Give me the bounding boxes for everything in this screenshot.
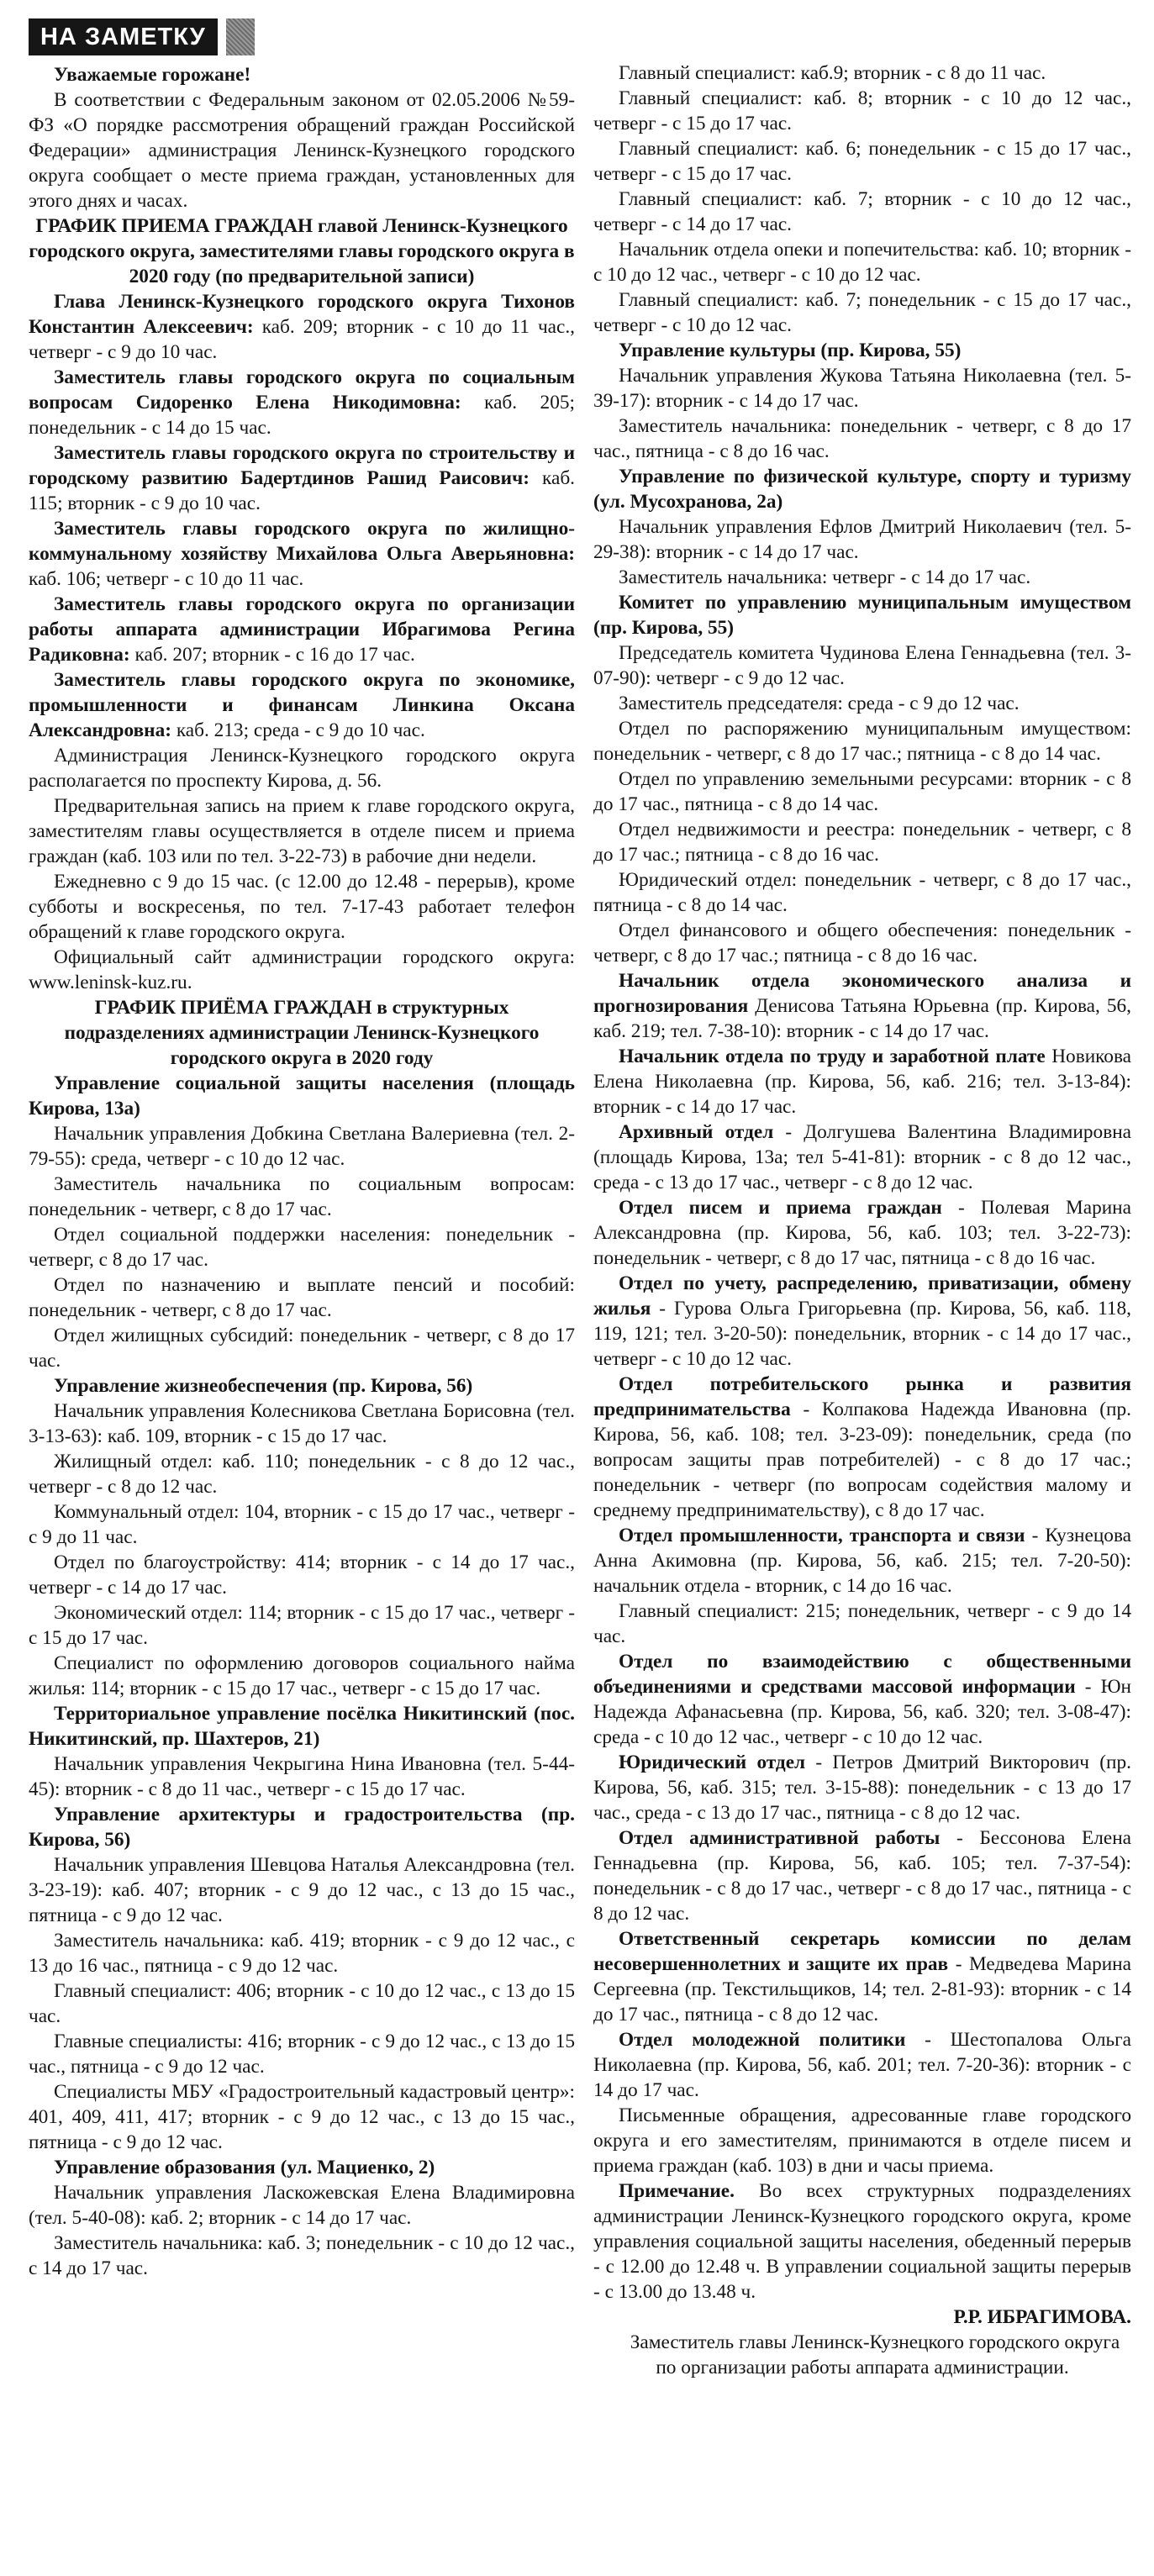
dept-line: Заместитель председателя: среда - с 9 до 12 час. — [619, 693, 1020, 714]
dept-line: Начальник отдела опеки и попечительства: каб. 10; вторник - с 10 до 12 час., четверг - с 10 до 12 час. — [593, 239, 1131, 286]
deputy-entry-utilities: Заместитель главы городского округа по жилищно-коммунальному хозяйству Михайлова Ольга Аверьяновна: каб. 106; четверг - с 10 до 11 час. — [29, 518, 575, 590]
prereg-paragraph: Предварительная запись на прием к главе городского округа, заместителям главы осуществляется в отделе писем и приема граждан (каб. 103 или по тел. 3-22-73) в рабочие дни недели. — [29, 795, 575, 867]
dept-line: Начальник управления Ласкожевская Елена Владимировна (тел. 5-40-08): каб. 2; вторник - с 14 до 17 час. — [29, 2182, 575, 2229]
entry-housing: Отдел по учету, распределению, приватизации, обмену жилья - Гурова Ольга Григорьевна (пр. Кирова, 56, каб. 118, 119, 121; тел. 3-20-50): понедельник, вторник - с 14 до 17 час., четверг - с 10 до 12 час. — [593, 1272, 1131, 1370]
website-paragraph: Официальный сайт администрации городского округа: www.leninsk-kuz.ru. — [29, 946, 575, 993]
entry-consumer-market: Отдел потребительского рынка и развития предпринимательства - Колпакова Надежда Ивановна (пр. Кирова, 56, каб. 108; тел. 3-23-09): понедельник, среда (по вопросам защиты прав потребителей) - с 8 до 17 час.; понедельник - четверг (по вопросам содействия малому и среднему предпринимательству), с 8 до 17 час. — [593, 1373, 1131, 1521]
dept-line: Начальник управления Ефлов Дмитрий Николаевич (тел. 5-29-38): вторник - с 14 до 17 час. — [593, 516, 1131, 563]
dept-line: Отдел жилищных субсидий: понедельник - четверг, с 8 до 17 час. — [29, 1325, 575, 1372]
dept-title-property: Комитет по управлению муниципальным имуществом (пр. Кирова, 55) — [593, 592, 1131, 639]
dept-line: Начальник управления Чекрыгина Нина Ивановна (тел. 5-44-45): вторник - с 8 до 11 час., четверг - с 15 до 17 час. — [29, 1753, 575, 1800]
dept-title-nikitinsky: Территориальное управление посёлка Никитинский (пос. Никитинский, пр. Шахтеров, 21) — [29, 1703, 575, 1750]
dept-line: Отдел недвижимости и реестра: понедельник - четверг, с 8 до 17 час.; пятница - с 8 до 16 час. — [593, 819, 1131, 866]
entry-minors: Ответственный секретарь комиссии по делам несовершеннолетних и защите их прав - Медведева Марина Сергеевна (пр. Текстильщиков, 14; тел. 2-81-93): вторник - с 14 до 17 час., пятница - с 8 до 12 час. — [593, 1928, 1131, 2026]
entry-media: Отдел по взаимодействию с общественными объединениями и средствами массовой информации - Юн Надежда Афанасьевна (пр. Кирова, 56, каб. 320; тел. 3-08-47): среда - с 10 до 12 час., четверг - с 10 до 12 час. — [593, 1651, 1131, 1748]
dept-line: Жилищный отдел: каб. 110; понедельник - с 8 до 12 час., четверг - с 8 до 12 час. — [29, 1451, 575, 1498]
entry-archive: Архивный отдел - Долгушева Валентина Владимировна (площадь Кирова, 13а; тел 5-41-81): вторник - с 8 до 12 час., среда - с 13 до 17 час., четверг - с 8 до 12 час. — [593, 1121, 1131, 1193]
entry-youth: Отдел молодежной политики - Шестопалова Ольга Николаевна (пр. Кирова, 56, каб. 201; тел. 7-20-36): вторник - с 14 до 17 час. — [593, 2029, 1131, 2101]
entry-legal: Юридический отдел - Петров Дмитрий Викторович (пр. Кирова, 56, каб. 315; тел. 3-15-88): понедельник - с 13 до 17 час., среда - с 13 до 17 час., пятница - с 8 до 12 час. — [593, 1752, 1131, 1824]
dept-line: Главный специалист: каб. 7; понедельник - с 15 до 17 час., четверг - с 10 до 12 час. — [593, 289, 1131, 336]
dept-title-sport: Управление по физической культуре, спорту и туризму (ул. Мусохранова, 2а) — [593, 466, 1131, 513]
entry-economic-analysis: Начальник отдела экономического анализа и прогнозирования Денисова Татьяна Юрьевна (пр. Кирова, 56, каб. 219; тел. 7-38-10): вторник - с 14 до 17 час. — [593, 970, 1131, 1042]
greeting: Уважаемые горожане! — [54, 64, 251, 86]
entry-labor: Начальник отдела по труду и заработной плате Новикова Елена Николаевна (пр. Кирова, 56, каб. 216; тел. 3-13-84): вторник - с 14 до 17 час. — [593, 1046, 1131, 1118]
dept-line: Отдел социальной поддержки населения: понедельник - четверг, с 8 до 17 час. — [29, 1224, 575, 1271]
schedule-1-title: ГРАФИК ПРИЕМА ГРАЖДАН главой Ленинск-Кузнецкого городского округа, заместителями главы городского округа в 2020 году (по предварительной записи) — [29, 215, 575, 287]
entry-industry-extra: Главный специалист: 215; понедельник, четверг - с 9 до 14 час. — [593, 1600, 1131, 1647]
dept-line: Заместитель начальника: понедельник - четверг, с 8 до 17 час., пятница - с 8 до 16 час. — [593, 415, 1131, 462]
signature-name: Р.Р. ИБРАГИМОВА. — [953, 2306, 1131, 2328]
dept-line: Экономический отдел: 114; вторник - с 15 до 17 час., четверг - с 15 до 17 час. — [29, 1602, 575, 1649]
intro-paragraph: В соответствии с Федеральным законом от 02.05.2006 №59-ФЗ «О порядке рассмотрения обращений граждан Российской Федерации» администрация Ленинск-Кузнецкого городского округа сообщает о месте приема граждан, установленных для этого днях и часах. — [29, 89, 575, 212]
dept-line: Заместитель начальника по социальным вопросам: понедельник - четверг, с 8 до 17 час. — [29, 1173, 575, 1220]
entry-industry: Отдел промышленности, транспорта и связи - Кузнецова Анна Акимовна (пр. Кирова, 56, каб. 215; тел. 7-20-50): начальник отдела - вторник, с 14 до 16 час. — [593, 1525, 1131, 1597]
dept-line: Отдел по распоряжению муниципальным имуществом: понедельник - четверг, с 8 до 17 час.; пятница - с 8 до 14 час. — [593, 718, 1131, 765]
deputy-entry-construction: Заместитель главы городского округа по строительству и городскому развитию Бадертдинов Рашид Раисович: каб. 115; вторник - с 9 до 10 час. — [29, 442, 575, 514]
header-decor-square — [226, 18, 255, 55]
dept-title-education: Управление образования (ул. Мациенко, 2) — [54, 2157, 435, 2178]
dept-line: Коммунальный отдел: 104, вторник - с 15 до 17 час., четверг - с 9 до 11 час. — [29, 1501, 575, 1548]
dept-line: Начальник управления Жукова Татьяна Николаевна (тел. 5-39-17): вторник - с 14 до 17 час. — [593, 365, 1131, 412]
deputy-entry-administration: Заместитель главы городского округа по организации работы аппарата администрации Ибрагимова Регина Радиковна: каб. 207; вторник - с 16 до 17 час. — [29, 593, 575, 666]
dept-line: Главный специалист: каб. 7; вторник - с 10 до 12 час., четверг - с 14 до 17 час. — [593, 188, 1131, 235]
dept-line: Главный специалист: каб. 6; понедельник - с 15 до 17 час., четверг - с 15 до 17 час. — [593, 138, 1131, 185]
note-paragraph: Примечание. Во всех структурных подразделениях администрации Ленинск-Кузнецкого городского округа, кроме управления социальной защиты населения, обеденный перерыв - с 12.00 до 12.48 ч. В управлении социальной защиты перерыв - с 13.00 до 13.48 ч. — [593, 2180, 1131, 2303]
dept-line: Специалист по оформлению договоров социального найма жилья: 114; вторник - с 15 до 17 час., четверг - с 15 до 17 час. — [29, 1652, 575, 1699]
schedule-2-title: ГРАФИК ПРИЁМА ГРАЖДАН в структурных подразделениях администрации Ленинск-Кузнецкого городского округа в 2020 году — [64, 997, 540, 1069]
dept-line: Председатель комитета Чудинова Елена Геннадьевна (тел. 3-07-90): четверг - с 9 до 12 час. — [593, 642, 1131, 689]
entry-letters: Отдел писем и приема граждан - Полевая Марина Александровна (пр. Кирова, 56, каб. 103; тел. 3-22-73): понедельник - четверг, с 8 до 17 час, пятница - с 8 до 16 час. — [593, 1197, 1131, 1269]
dept-line: Начальник управления Добкина Светлана Валериевна (тел. 2-79-55): среда, четверг - с 10 до 12 час. — [29, 1123, 575, 1170]
entry-admin-work: Отдел административной работы - Бессонова Елена Геннадьевна (пр. Кирова, 56, каб. 105; тел. 7-37-54): понедельник - с 8 до 17 час., четверг - с 8 до 17 час., пятница - с 8 до 12 час. — [593, 1827, 1131, 1925]
deputy-entry-social: Заместитель главы городского округа по социальным вопросам Сидоренко Елена Никодимовна: каб. 205; понедельник - с 14 до 15 час. — [29, 366, 575, 439]
dept-line: Отдел по назначению и выплате пенсий и пособий: понедельник - четверг, с 8 до 17 час. — [29, 1274, 575, 1321]
dept-line: Отдел финансового и общего обеспечения: понедельник - четверг, с 8 до 17 час.; пятница - с 8 до 16 час. — [593, 919, 1131, 967]
section-header-label: НА ЗАМЕТКУ — [29, 18, 218, 55]
dept-line: Главный специалист: каб.9; вторник - с 8 до 11 час. — [619, 62, 1046, 84]
deputy-entry-economy: Заместитель главы городского округа по экономике, промышленности и финансам Линкина Оксана Александровна: каб. 213; среда - с 9 до 10 час. — [29, 669, 575, 741]
signature-position: Заместитель главы Ленинск-Кузнецкого городского округа по организации работы аппарата администрации. — [630, 2331, 1120, 2378]
dept-title-life-support: Управление жизнеобеспечения (пр. Кирова, 56) — [54, 1375, 473, 1397]
dept-title-social-protection: Управление социальной защиты населения (площадь Кирова, 13а) — [29, 1072, 575, 1119]
head-entry: Глава Ленинск-Кузнецкого городского округа Тихонов Константин Алексеевич: каб. 209; вторник - с 10 до 11 час., четверг - с 9 до 10 час. — [29, 291, 575, 363]
dept-title-culture: Управление культуры (пр. Кирова, 55) — [619, 340, 962, 361]
left-column — [29, 62, 575, 2281]
dept-line: Заместитель начальника: четверг - с 14 до 17 час. — [619, 566, 1031, 588]
section-header — [29, 18, 255, 55]
dept-line: Специалисты МБУ «Градостроительный кадастровый центр»: 401, 409, 411, 417; вторник - с 9 до 12 час., с 13 до 15 час., пятница - с 9 до 12 час. — [29, 2081, 575, 2153]
dept-line: Заместитель начальника: каб. 3; понедельник - с 10 до 12 час., с 14 до 17 час. — [29, 2232, 575, 2279]
dept-line: Отдел по управлению земельными ресурсами: вторник - с 8 до 17 час., пятница - с 8 до 14 час. — [593, 768, 1131, 815]
dept-line: Заместитель начальника: каб. 419; вторник - с 9 до 12 час., с 13 до 16 час., пятница - с 9 до 12 час. — [29, 1930, 575, 1977]
dept-line: Юридический отдел: понедельник - четверг, с 8 до 17 час., пятница - с 8 до 14 час. — [593, 869, 1131, 916]
dept-line: Главные специалисты: 416; вторник - с 9 до 12 час., с 13 до 15 час., пятница - с 9 до 12 час. — [29, 2031, 575, 2078]
written-appeals-paragraph: Письменные обращения, адресованные главе городского округа и его заместителям, принимаются в отделе писем и приема граждан (каб. 103) в дни и часы приема. — [593, 2105, 1131, 2177]
dept-line: Главный специалист: 406; вторник - с 10 до 12 час., с 13 до 15 час. — [29, 1980, 575, 2027]
hotline-paragraph: Ежедневно с 9 до 15 час. (с 12.00 до 12.48 - перерыв), кроме субботы и воскресенья, по тел. 7-17-43 работает телефон обращений к главе городского округа. — [29, 871, 575, 943]
dept-title-architecture: Управление архитектуры и градостроительства (пр. Кирова, 56) — [29, 1804, 575, 1851]
address-paragraph: Администрация Ленинск-Кузнецкого городского округа располагается по проспекту Кирова, д. 56. — [29, 745, 575, 792]
dept-line: Начальник управления Колесникова Светлана Борисовна (тел. 3-13-63): каб. 109, вторник - с 15 до 17 час. — [29, 1400, 575, 1447]
right-column — [593, 61, 1131, 2380]
dept-line: Главный специалист: каб. 8; вторник - с 10 до 12 час., четверг - с 15 до 17 час. — [593, 87, 1131, 134]
dept-line: Начальник управления Шевцова Наталья Александровна (тел. 3-23-19): каб. 407; вторник - с 9 до 12 час., с 13 до 15 час., пятница - с 9 до 12 час. — [29, 1854, 575, 1926]
dept-line: Отдел по благоустройству: 414; вторник - с 14 до 17 час., четверг - с 14 до 17 час. — [29, 1551, 575, 1599]
